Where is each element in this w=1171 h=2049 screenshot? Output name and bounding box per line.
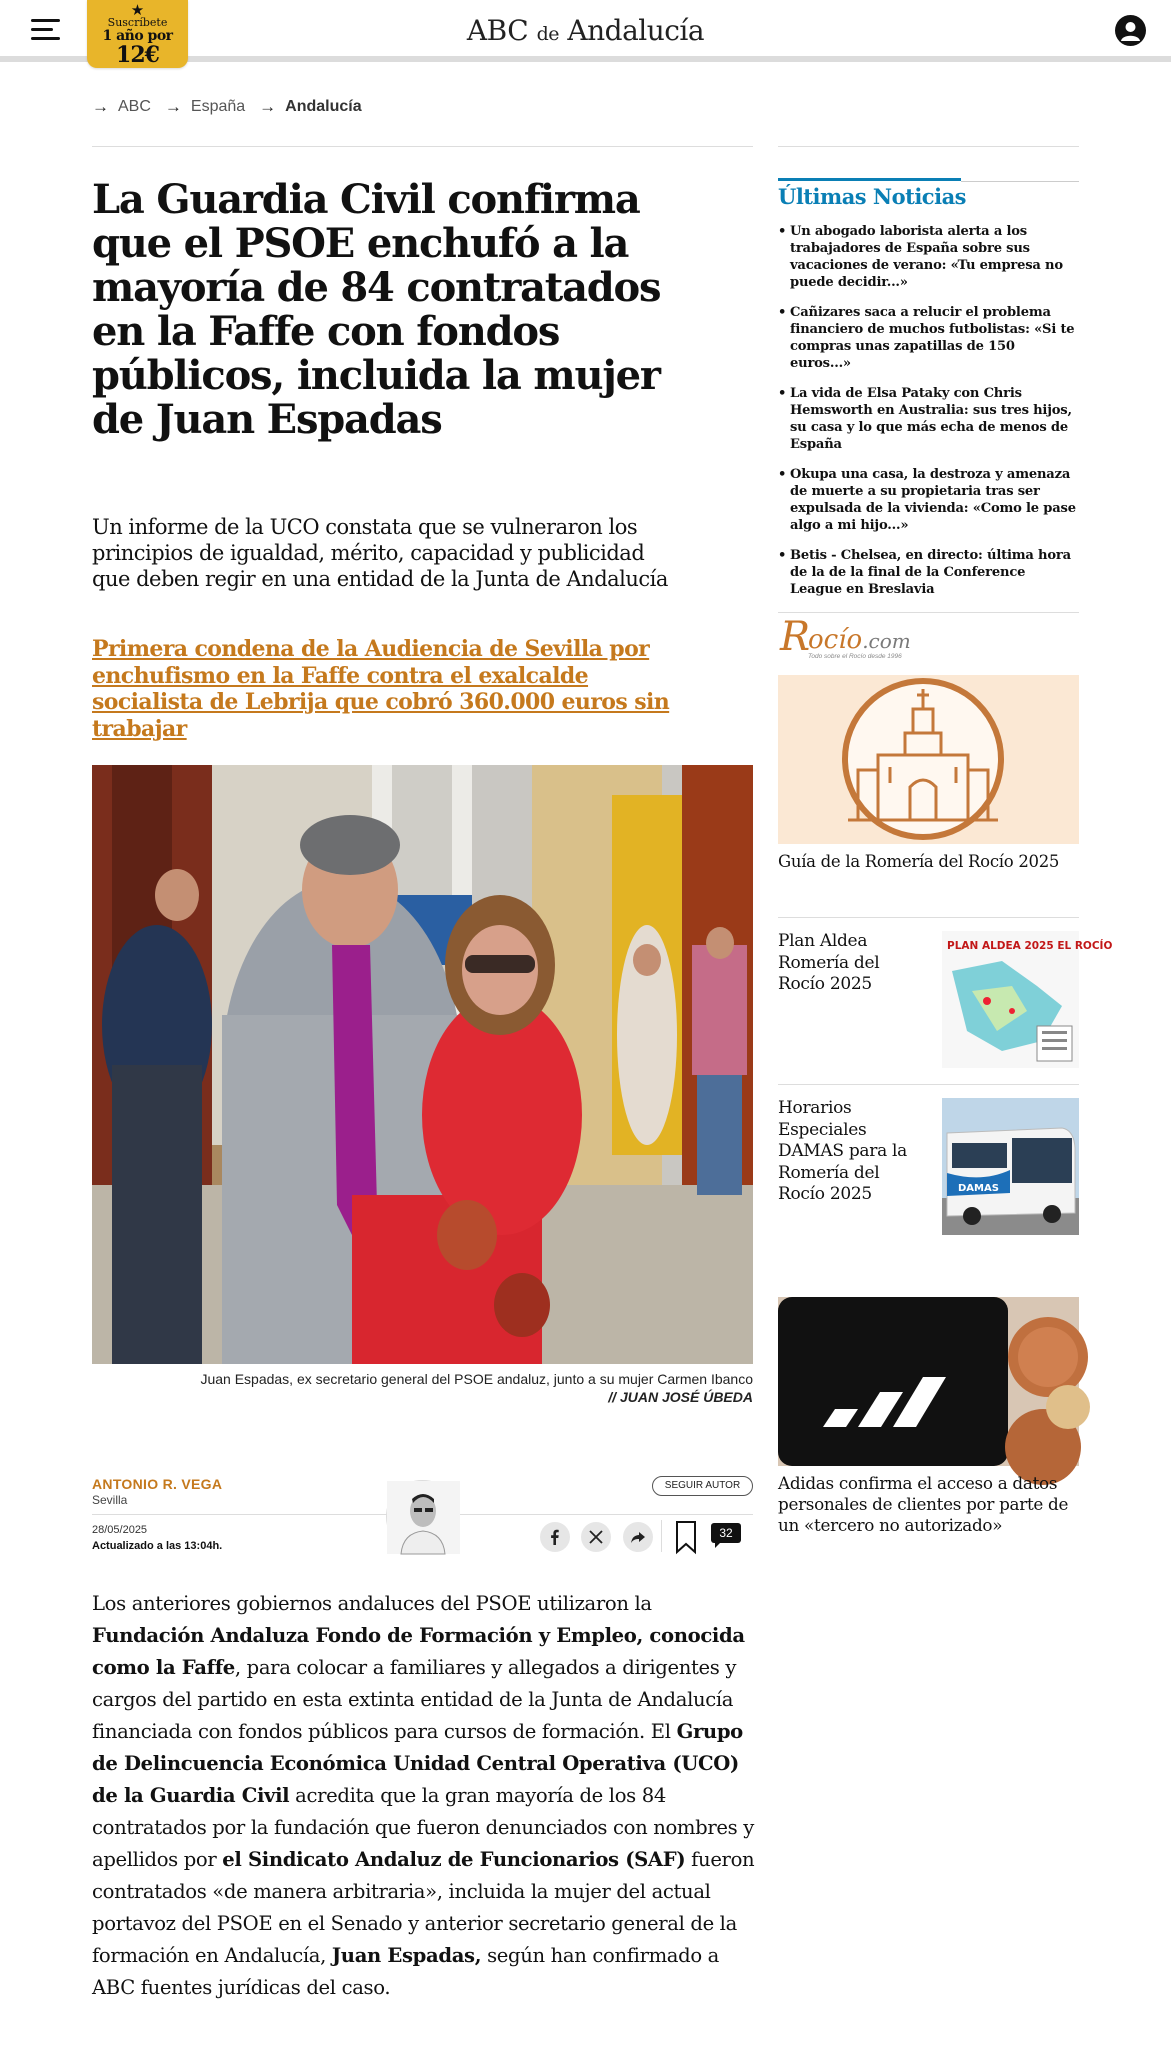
promo-price: 12€: [116, 42, 159, 68]
latest-news-item[interactable]: • Betis - Chelsea, en directo: última hora de la de la final de la Conference League en Breslavia: [778, 547, 1078, 598]
rocio-guide-image[interactable]: [778, 675, 1079, 844]
author-location: Sevilla: [92, 1493, 128, 1507]
arrow-right-icon: →: [259, 97, 277, 116]
site-logo-link[interactable]: [467, 14, 704, 47]
top-header: [0, 0, 1171, 68]
body-emphasis: Fundación Andaluza Fondo de Formación y Empleo, conocida como la Faffe: [92, 1624, 745, 1679]
body-emphasis: Grupo de Delincuencia Económica Unidad Central Operativa (UCO) de la Guardia Civil: [92, 1720, 743, 1807]
svg-text:R: R: [780, 614, 811, 660]
arrow-right-icon: →: [164, 97, 182, 116]
promo-line-1: Suscríbete: [107, 16, 168, 29]
article-subhead: Un informe de la UCO constata que se vulneraron los principios de igualdad, mérito, capacidad y publicidad que deben regir en una entidad de la Junta de Andalucía: [92, 515, 668, 591]
body-text-run: Los anteriores gobiernos andaluces del PSOE utilizaron la: [92, 1592, 652, 1615]
photo-caption: [92, 1370, 753, 1406]
arrow-right-icon: →: [92, 97, 109, 116]
rocio-logo-tagline: Todo sobre el Rocío desde 1996: [808, 653, 902, 660]
comment-count: 32: [711, 1523, 741, 1543]
latest-news-item[interactable]: • Okupa una casa, la destroza y amenaza de muerte a su propietaria tras ser expulsada de la vivienda: «Como le pase algo a mi hijo...»: [778, 466, 1078, 534]
related-article-link[interactable]: Primera condena de la Audiencia de Sevilla por enchufismo en la Faffe contra el exalcalde socialista de Lebrija que cobró 360.000 euros sin trabajar: [92, 636, 670, 742]
plan-aldea-title[interactable]: Plan Aldea Romería del Rocío 2025: [778, 931, 880, 994]
body-text-run: acredita que la gran mayoría de los 84 contratados por la fundación que fueron denunciados con nombres y apellidos por: [92, 1784, 754, 1871]
menu-icon[interactable]: [31, 19, 60, 41]
horarios-damas-title[interactable]: Horarios Especiales DAMAS para la Romería del Rocío 2025: [778, 1098, 907, 1204]
bookmark-icon[interactable]: [675, 1520, 697, 1554]
body-text-run: fueron contratados «de manera arbitraria», incluida la mujer del actual portavoz del PSOE en el Senado y anterior secretario general de la formación en Andalucía,: [92, 1848, 755, 1967]
body-emphasis: Juan Espadas,: [331, 1944, 482, 1967]
adidas-news-image[interactable]: [778, 1297, 1079, 1466]
x-share-icon[interactable]: [581, 1522, 611, 1552]
divider: [778, 1084, 1079, 1085]
promo-line-2: 1 año por: [102, 28, 173, 44]
divider: [92, 146, 753, 147]
breadcrumb-espana[interactable]: España: [190, 98, 246, 115]
publish-date: 28/05/2025: [92, 1524, 148, 1536]
plan-aldea-image-label: PLAN ALDEA 2025 EL ROCÍO: [947, 940, 1113, 952]
article-photo: [92, 765, 753, 1364]
article-body: [92, 1588, 757, 2004]
body-text-run: , para colocar a familiares y allegados a dirigentes y cargos del partido en esta extinta entidad de la Junta de Andalucía financiada con fondos públicos para cursos de formación. El: [92, 1656, 737, 1743]
damas-bus-image[interactable]: [942, 1098, 1079, 1235]
latest-news-accent: [778, 178, 961, 181]
latest-news-title: Últimas Noticias: [778, 184, 967, 209]
latest-news-list: [778, 223, 1078, 611]
brand-de: de: [536, 23, 559, 45]
divider: [778, 146, 1079, 147]
latest-news-item[interactable]: • Cañizares saca a relucir el problema financiero de muchos futbolistas: «Si te compras unas zapatillas de 150 euros...»: [778, 304, 1078, 372]
subscribe-promo-badge[interactable]: [87, 0, 188, 68]
body-emphasis: el Sindicato Andaluz de Funcionarios (SAF): [222, 1848, 686, 1871]
plan-aldea-image[interactable]: [942, 931, 1113, 1068]
facebook-share-icon[interactable]: [540, 1522, 570, 1552]
star-icon: ★: [130, 1, 145, 19]
divider: [661, 1520, 662, 1552]
rocio-logo[interactable]: [778, 612, 978, 660]
divider: [961, 181, 1079, 182]
follow-author-button[interactable]: SEGUIR AUTOR: [652, 1476, 753, 1496]
caption-text: Juan Espadas, ex secretario general del PSOE andaluz, junto a su mujer Carmen Ibanco: [200, 1371, 753, 1387]
brand-main: ABC: [466, 14, 529, 47]
rocio-guide-title[interactable]: Guía de la Romería del Rocío 2025: [778, 852, 1060, 871]
breadcrumb-abc[interactable]: ABC: [118, 98, 151, 115]
author-avatar[interactable]: [386, 1480, 459, 1553]
share-arrow-icon[interactable]: [623, 1522, 653, 1552]
comments-icon[interactable]: [711, 1523, 741, 1549]
updated-time: Actualizado a las 13:04h.: [92, 1540, 223, 1552]
user-account-icon[interactable]: [1115, 15, 1146, 46]
article-headline: La Guardia Civil confirma que el PSOE enchufó a la mayoría de 84 contratados en la Faffe con fondos públicos, incluida la mujer de Juan Espadas: [92, 176, 661, 443]
breadcrumb: [92, 96, 376, 118]
divider: [778, 917, 1079, 918]
latest-news-item[interactable]: • Un abogado laborista alerta a los trabajadores de España sobre sus vacaciones de verano: «Tu empresa no puede decidir...»: [778, 223, 1078, 291]
author-name[interactable]: ANTONIO R. VEGA: [92, 1476, 223, 1492]
damas-bus-label: DAMAS: [958, 1183, 999, 1194]
brand-region: Andalucía: [567, 14, 705, 47]
adidas-news-title[interactable]: Adidas confirma el acceso a datos personales de clientes por parte de un «tercero no autorizado»: [778, 1473, 1069, 1535]
breadcrumb-andalucia[interactable]: Andalucía: [285, 98, 362, 115]
svg-text:ocío.com: ocío.com: [808, 625, 911, 655]
latest-news-item[interactable]: • La vida de Elsa Pataky con Chris Hemsworth en Australia: sus tres hijos, su casa y lo que más echa de menos de España: [778, 385, 1078, 453]
photo-credit: // JUAN JOSÉ ÚBEDA: [608, 1389, 753, 1405]
body-text-run: según han confirmado a ABC fuentes jurídicas del caso.: [92, 1944, 719, 1999]
